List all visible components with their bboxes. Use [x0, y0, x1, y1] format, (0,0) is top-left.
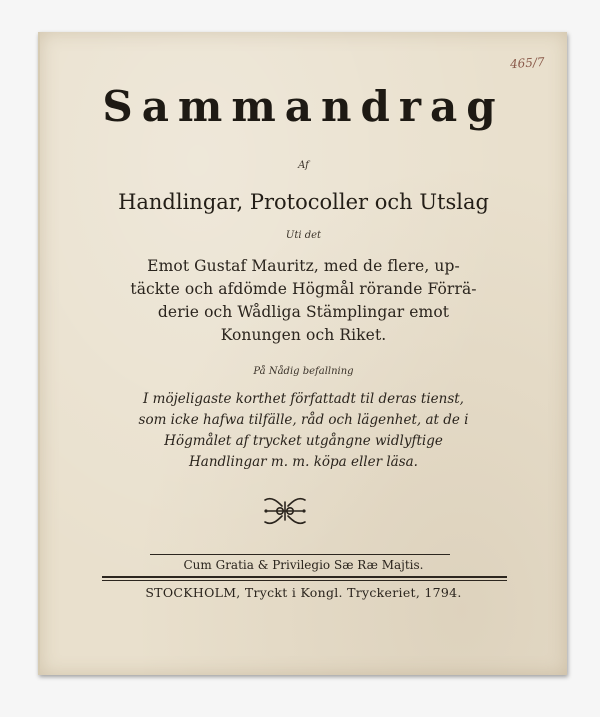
subtitle: Handlingar, Protocoller och Utslag [118, 190, 489, 214]
purpose-line-1: I möjeligaste korthet författadt til deras tienst, [143, 391, 464, 407]
imprint-rule-thick [102, 576, 507, 578]
title-page [38, 32, 567, 675]
purpose-line-4: Handlingar m. m. köpa eller läsa. [189, 454, 418, 470]
case-line-1: Emot Gustaf Mauritz, med de flere, up- [147, 257, 460, 275]
imprint-line: STOCKHOLM, Tryckt i Kongl. Tryckeriet, 1794. [145, 585, 462, 600]
title-connector-af: Af [298, 160, 309, 171]
main-title: Sammandrag [102, 82, 505, 131]
shelfmark-annotation: 465/7 [509, 54, 546, 72]
imprint-rule-thin [102, 580, 507, 581]
connector-uti-det: Uti det [285, 230, 322, 241]
case-line-2: täckte och afdömde Högmål rörande Förrä- [130, 280, 477, 298]
case-line-3: derie och Wådliga Stämplingar emot [157, 303, 450, 321]
purpose-line-3: Högmålet af trycket utgångne widlyftige [164, 433, 443, 449]
authority-line: På Nådig befallning [253, 366, 354, 377]
purpose-line-2: som icke hafwa tilfälle, råd och lägenhet, at de i [138, 412, 469, 428]
privilege-line: Cum Gratia & Privilegio Sæ Ræ Majtis. [183, 558, 424, 572]
privilege-rule-top [150, 554, 450, 555]
printer-ornament-icon [262, 494, 308, 528]
case-line-4: Konungen och Riket. [220, 326, 387, 344]
